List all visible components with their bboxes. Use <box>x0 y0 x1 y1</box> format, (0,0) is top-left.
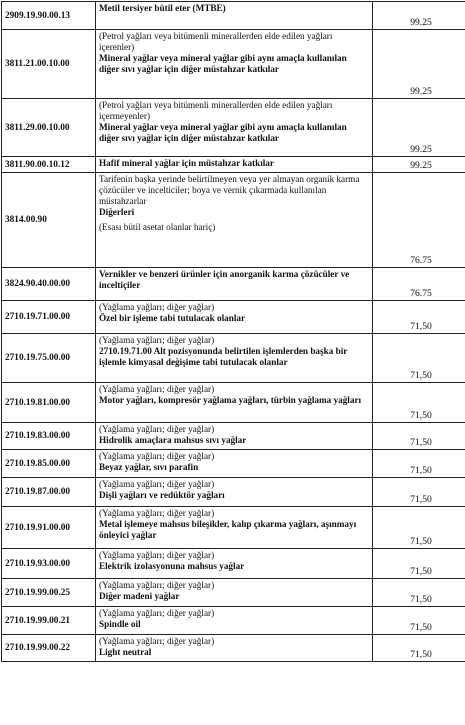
description-pre: (Yağlama yağları; diğer yağlar) <box>99 424 215 434</box>
table-row <box>2 607 465 635</box>
tariff-code: 3811.90.00.10.12 <box>2 157 96 173</box>
tariff-table <box>1 1 465 662</box>
description-main: Spindle oil <box>99 619 141 629</box>
description-main: Light neutral <box>99 647 152 657</box>
table-row <box>2 2 465 30</box>
tax-rate: 71,50 <box>373 607 465 635</box>
description-main: Mineral yağlar veya mineral yağlar gibi aynı amaçla kullanılan diğer sıvı yağlar için diğer müstahzar katkılar <box>99 53 347 74</box>
tariff-code: 2710.19.81.00.00 <box>2 383 96 423</box>
tax-rate: 71,50 <box>373 507 465 549</box>
tariff-code: 2710.19.93.00.00 <box>2 549 96 579</box>
description-main: Metal işlemeye mahsus bileşikler, kalıp çıkarma yağları, aşınmayı önleyici yağlar <box>99 519 357 540</box>
description-pre: (Yağlama yağları; diğer yağlar) <box>99 580 215 590</box>
tariff-description <box>96 383 373 423</box>
description-pre: (Yağlama yağları; diğer yağlar) <box>99 608 215 618</box>
description-main: Mineral yağlar veya mineral yağlar gibi aynı amaçla kullanılan diğer sıvı yağlar için diğer müstahzar katkılar <box>99 122 347 143</box>
description-main: Özel bir işleme tabi tutulacak olanlar <box>99 313 246 323</box>
table-row <box>2 173 465 268</box>
table-row <box>2 30 465 99</box>
table-row <box>2 301 465 334</box>
tariff-description <box>96 549 373 579</box>
tax-rate: 99.25 <box>373 30 465 99</box>
tariff-code: 2909.19.90.00.13 <box>2 2 96 30</box>
tax-rate: 99.25 <box>373 157 465 173</box>
description-main: Elektrik izolasyonuna mahsus yağlar <box>99 561 245 571</box>
tariff-description <box>96 173 373 268</box>
description-pre: (Yağlama yağları; diğer yağlar) <box>99 508 215 518</box>
tariff-code: 2710.19.75.00.00 <box>2 334 96 383</box>
description-main: Diğer madeni yağlar <box>99 591 180 601</box>
tariff-table-body <box>2 2 465 662</box>
tariff-code: 2710.19.71.00.00 <box>2 301 96 334</box>
tariff-code: 3811.29.00.10.00 <box>2 99 96 157</box>
tariff-description <box>96 579 373 607</box>
tax-rate: 71,50 <box>373 450 465 478</box>
table-row <box>2 268 465 301</box>
tariff-code: 2710.19.83.00.00 <box>2 423 96 450</box>
tariff-code: 2710.19.99.00.25 <box>2 579 96 607</box>
description-main: Hafif mineral yağlar için müstahzar katkılar <box>99 158 274 168</box>
description-pre: (Yağlama yağları; diğer yağlar) <box>99 636 215 646</box>
table-row <box>2 579 465 607</box>
tariff-document <box>1 1 463 662</box>
tariff-code: 2710.19.99.00.21 <box>2 607 96 635</box>
table-row <box>2 549 465 579</box>
tariff-code: 3814.00.90 <box>2 173 96 268</box>
tax-rate: 71,50 <box>373 423 465 450</box>
table-row <box>2 423 465 450</box>
description-main: Hidrolik amaçlara mahsus sıvı yağlar <box>99 435 247 445</box>
tariff-code: 2710.19.99.00.22 <box>2 635 96 662</box>
description-pre: (Petrol yağları veya bitümenli minerallerden elde edilen yağları içermeyenler) <box>99 100 333 121</box>
tariff-code: 2710.19.85.00.00 <box>2 450 96 478</box>
tariff-description <box>96 334 373 383</box>
tax-rate: 99.25 <box>373 99 465 157</box>
tax-rate: 71,50 <box>373 549 465 579</box>
table-row <box>2 383 465 423</box>
tax-rate: 71,50 <box>373 301 465 334</box>
tax-rate: 71,50 <box>373 478 465 507</box>
table-row <box>2 635 465 662</box>
tariff-description <box>96 30 373 99</box>
description-post: (Esası bütil asetat olanlar hariç) <box>99 222 216 232</box>
tariff-description <box>96 99 373 157</box>
tariff-description <box>96 607 373 635</box>
tariff-description <box>96 301 373 334</box>
description-main: Vernikler ve benzeri ürünler için anorganik karma çözücüler ve inceltiçiler <box>99 269 350 290</box>
tariff-description <box>96 450 373 478</box>
tariff-description <box>96 423 373 450</box>
description-pre: (Yağlama yağları; diğer yağlar) <box>99 479 215 489</box>
tariff-code: 2710.19.91.00.00 <box>2 507 96 549</box>
tariff-description <box>96 2 373 30</box>
description-main: Motor yağları, kompresör yağlama yağları, türbin yağlama yağları <box>99 395 362 405</box>
tariff-code: 3824.90.40.00.00 <box>2 268 96 301</box>
description-pre: (Yağlama yağları; diğer yağlar) <box>99 384 215 394</box>
tariff-code: 3811.21.00.10.00 <box>2 30 96 99</box>
description-main: Beyaz yağlar, sıvı parafin <box>99 462 199 472</box>
tariff-description <box>96 268 373 301</box>
tax-rate: 71,50 <box>373 635 465 662</box>
tax-rate: 99.25 <box>373 2 465 30</box>
table-row <box>2 157 465 173</box>
description-pre: (Yağlama yağları; diğer yağlar) <box>99 451 215 461</box>
tariff-description <box>96 157 373 173</box>
description-main: Metil tersiyer bütil eter (MTBE) <box>99 3 226 13</box>
tax-rate: 76.75 <box>373 268 465 301</box>
table-row <box>2 99 465 157</box>
description-pre: (Yağlama yağları; diğer yağlar) <box>99 550 215 560</box>
tax-rate: 71,50 <box>373 334 465 383</box>
tariff-description <box>96 635 373 662</box>
table-row <box>2 478 465 507</box>
table-row <box>2 450 465 478</box>
table-row <box>2 507 465 549</box>
table-row <box>2 334 465 383</box>
tariff-description <box>96 507 373 549</box>
tax-rate: 71,50 <box>373 579 465 607</box>
description-main: Diğerleri <box>99 207 135 217</box>
description-main: 2710.19.71.00 Alt pozisyonunda belirtilen işlemlerden başka bir işlemle kimyasal değişime tabi tutulacak olanlar <box>99 346 348 367</box>
description-main: Dişli yağları ve redüktör yağları <box>99 490 225 500</box>
tax-rate: 76.75 <box>373 173 465 268</box>
description-pre: Tarifenin başka yerinde belirtilmeyen veya yer almayan organik karma çözücüler ve incelticiler; boya ve vernik çıkarmada kullanılan müstahzarlar <box>99 174 360 206</box>
description-pre: (Yağlama yağları; diğer yağlar) <box>99 302 215 312</box>
tax-rate: 71,50 <box>373 383 465 423</box>
description-pre: (Yağlama yağları; diğer yağlar) <box>99 335 215 345</box>
description-pre: (Petrol yağları veya bitümenli minerallerden elde edilen yağları içerenler) <box>99 31 333 52</box>
tariff-description <box>96 478 373 507</box>
tariff-code: 2710.19.87.00.00 <box>2 478 96 507</box>
